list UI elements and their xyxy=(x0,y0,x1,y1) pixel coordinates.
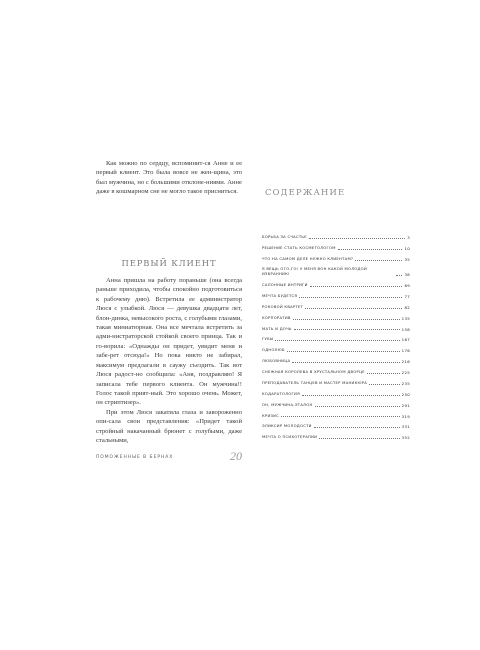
toc-dot-leader xyxy=(367,373,400,374)
toc-entry-page: 216 xyxy=(401,359,410,365)
toc-entry xyxy=(262,264,410,278)
toc-dot-leader xyxy=(315,406,400,407)
toc-dot-leader xyxy=(310,286,403,287)
toc-entry-title: СНЕЖНАЯ КОРОЛЕВА В ХРУСТАЛЬНОМ ДВОРЦЕ xyxy=(262,370,365,375)
toc-entry-title: ЭЛИКСИР МОЛОДОСТИ xyxy=(262,424,312,429)
toc-entry xyxy=(262,333,410,342)
toc-entry-title: САЛОННЫЕ ИНТРИГИ xyxy=(262,283,308,288)
toc-entry xyxy=(262,322,410,331)
toc-title: СОДЕРЖАНИЕ xyxy=(265,187,346,197)
page-number: 20 xyxy=(230,449,242,463)
toc-dot-leader xyxy=(275,340,399,341)
toc-dot-leader xyxy=(338,249,403,250)
toc-entry xyxy=(262,242,410,251)
toc-entry xyxy=(262,420,410,429)
toc-entry xyxy=(262,399,410,408)
toc-entry xyxy=(262,312,410,321)
toc-entry-title: ОН, МУЖЧИНА-ЭТАЛОН xyxy=(262,402,313,407)
toc-entry-title: ПРЕПОДАВАТЕЛЬ ТАНЦЕВ И МАСТЕР МАНИКЮРА xyxy=(262,380,368,385)
toc-dot-leader xyxy=(369,384,400,385)
toc-entry-title: МЕЧТА О ПСИХОТЕРАПИИ xyxy=(262,435,318,440)
toc-entry-title: ГУБЫ xyxy=(262,337,274,342)
toc-entry-page: 69 xyxy=(404,283,410,289)
toc-entry-title: Я ВЕЩЬ ОГО-ГО! У МЕНЯ ВОН КАКОЙ МОЛОДОЙ ИЗБРАННИК! xyxy=(262,267,367,277)
toc-dot-leader xyxy=(396,275,402,276)
left-page-text xyxy=(96,159,242,455)
toc-entry-page: 38 xyxy=(404,272,410,278)
toc-entry xyxy=(262,366,410,375)
toc-entry xyxy=(262,301,410,310)
toc-dot-leader xyxy=(355,260,402,261)
body-paragraph: Анна пришла на работу пораньше (она всегда раньше приходила, чтобы спокойно подготовиться к рабочему дню). Встретила ее администратор Люся с улыбкой. Люся — девушка двадцати лет, блон-динка, невысокого роста, с голубыми глазами, такая миниатюрная. Она все мечтала встретить за адми-нистраторской стойкой своего принца. Так и го-ворила: «Однажды он придет, увидит меня и забе-рет отсюда!» Но пока никто не забирал, максимум предлагали в саужу съездить. Так вот Люся радост-но сообщила: «Аня, поздравляю! Я записала тебе первого клиента. Он мужчина!! Голос такой прият-ный. Это хорошо очень. Может, он стриптизер». xyxy=(96,277,242,407)
toc-entry-page: 235 xyxy=(401,380,410,386)
toc-dot-leader xyxy=(302,395,400,396)
toc-dot-leader xyxy=(319,438,399,439)
running-head: ПОМОЖЕННЫЕ В БЕРНАХ xyxy=(96,455,174,460)
toc-entry-page: 176 xyxy=(401,348,410,354)
toc-entry-title: МЕЧТА БУДЕТСЯ xyxy=(262,293,298,298)
left-page-footer xyxy=(96,449,242,465)
toc-entry xyxy=(262,290,410,299)
toc-dot-leader xyxy=(294,329,400,330)
toc-entry-title: ЧТО НА САМОМ ДЕЛЕ НУЖНО КЛИЕНТАМ? xyxy=(262,256,354,261)
toc-entry-page: 158 xyxy=(401,326,410,332)
toc-dot-leader xyxy=(287,351,400,352)
toc-entry xyxy=(262,355,410,364)
toc-entry-page: 3 xyxy=(407,235,410,241)
toc-entry-page: 167 xyxy=(401,337,410,343)
toc-entry-title: РЕШЕНИЕ СТАТЬ КОСМЕТОЛОГОМ xyxy=(262,246,336,251)
toc-entry-title: КОДАРАТОЛОГИЯ xyxy=(262,391,300,396)
table-of-contents xyxy=(262,231,410,442)
toc-dot-leader xyxy=(292,362,399,363)
toc-entry-page: 225 xyxy=(401,370,410,376)
toc-entry xyxy=(262,431,410,440)
toc-entry xyxy=(262,388,410,397)
toc-dot-leader xyxy=(293,319,400,320)
toc-entry-title: МАТЬ И ДОЧЬ xyxy=(262,326,292,331)
toc-entry xyxy=(262,409,410,418)
toc-entry xyxy=(262,279,410,288)
toc-dot-leader xyxy=(314,427,400,428)
toc-dot-leader xyxy=(299,297,402,298)
toc-entry-title: РОКОВОЙ КВАРТЕТ xyxy=(262,304,304,309)
toc-entry xyxy=(262,253,410,262)
toc-entry-page: 10 xyxy=(404,246,410,252)
toc-dot-leader xyxy=(309,238,405,239)
toc-entry-page: 352 xyxy=(401,435,410,441)
toc-dot-leader xyxy=(305,308,402,309)
toc-entry-title: ОДНОЛЮБ xyxy=(262,348,285,353)
toc-entry-page: 319 xyxy=(401,413,410,419)
toc-entry-title: КОРПОРАТИВ xyxy=(262,315,291,320)
toc-entry-title: КРИЗИС xyxy=(262,413,280,418)
toc-entry-page: 82 xyxy=(404,304,410,310)
toc-entry-title: БОРЬБА ЗА СЧАСТЬЕ xyxy=(262,235,307,240)
toc-entry-page: 331 xyxy=(401,424,410,430)
toc-entry-page: 35 xyxy=(404,256,410,262)
toc-entry-page: 77 xyxy=(404,293,410,299)
chapter-title: ПЕРВЫЙ КЛИЕНТ xyxy=(121,257,217,268)
toc-entry xyxy=(262,377,410,386)
toc-entry xyxy=(262,231,410,240)
toc-dot-leader xyxy=(281,416,400,417)
toc-entry xyxy=(262,344,410,353)
intro-paragraph: Как можно по сердцу, вспоминит-ся Анне и ее первый клиент. Это была вовсе не жен-щина, это был мужчина, но с большими отклоне-ниями. Анне даже в кошмарном сне не могло такое присниться. xyxy=(96,160,242,196)
toc-entry-page: 250 xyxy=(401,391,410,397)
toc-entry-page: 291 xyxy=(401,402,410,408)
body-paragraph: При этом Люся закатила глаза и завороженно опи-сала свои представления: «Придет такой стройный накачанный брюнет с голубыми, даже стальными, xyxy=(96,408,242,444)
toc-entry-page: 135 xyxy=(401,315,410,321)
toc-entry-title: ЛЮБОВНИЦА xyxy=(262,359,291,364)
